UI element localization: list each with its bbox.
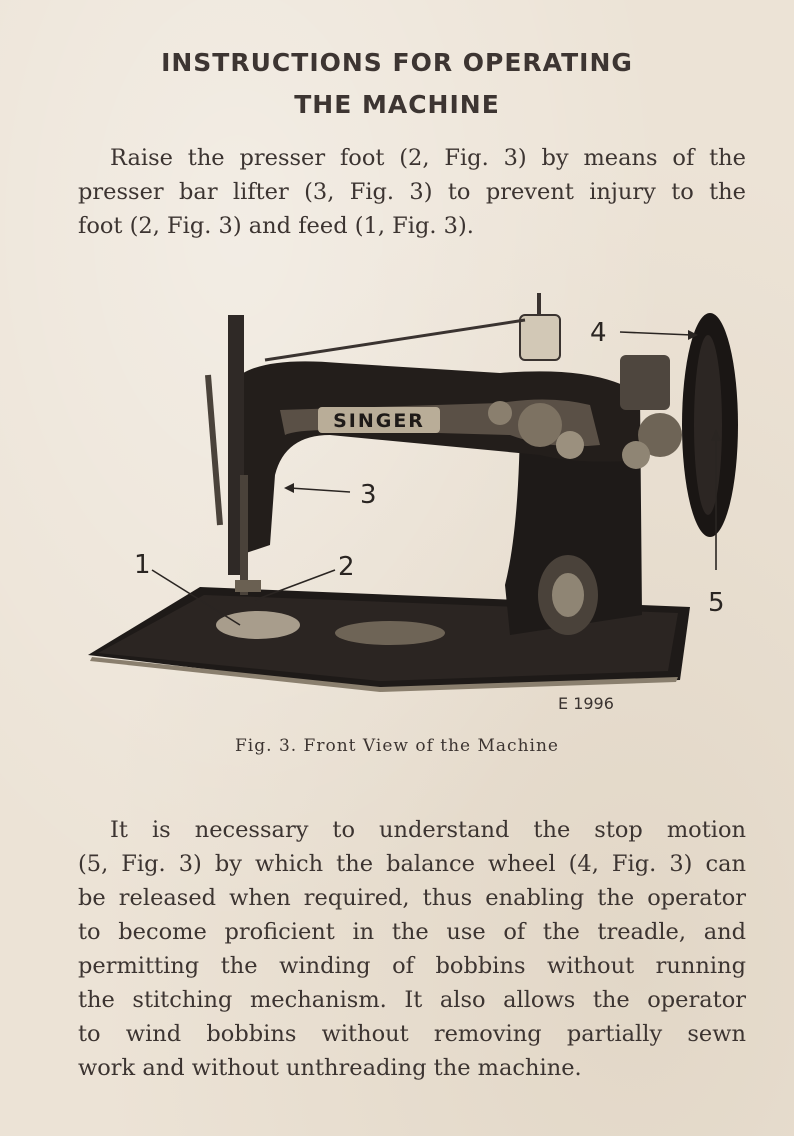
singer-brand-text: SINGER — [333, 410, 425, 432]
paragraph-line: to wind bobbins without removing partially sewn — [78, 1021, 746, 1047]
bed-center-decal — [335, 621, 445, 645]
thread — [265, 320, 525, 360]
stop-motion-knob — [622, 441, 650, 469]
heading-line-2: THE MACHINE — [294, 90, 500, 119]
paragraph-line: be released when required, thus enabling the operator — [78, 885, 746, 911]
pillar-medallion-center — [552, 573, 584, 617]
callout-label-1: 1 — [134, 550, 151, 580]
paragraph-line: foot (2, Fig. 3) and feed (1, Fig. 3). — [78, 213, 474, 239]
paragraph-stop-motion — [78, 813, 746, 1085]
arm-ornament — [556, 431, 584, 459]
callout-label-3: 3 — [360, 480, 377, 510]
callout-label-4: 4 — [590, 318, 607, 348]
callout-arrow-3 — [284, 483, 294, 493]
paragraph-line: (5, Fig. 3) by which the balance wheel (4, Fig. 3) can — [78, 851, 746, 877]
paragraph-line: Raise the presser foot (2, Fig. 3) by means of the — [110, 145, 746, 171]
figure-caption-text: Fig. 3. Front View of the Machine — [235, 736, 559, 756]
arm-ornament — [488, 401, 512, 425]
callout-line-4 — [620, 332, 692, 335]
paragraph-presser-foot — [78, 141, 746, 243]
callout-label-2: 2 — [338, 552, 355, 582]
needle-bar — [240, 475, 248, 595]
callout-line-3 — [290, 488, 350, 492]
needle-plate — [216, 611, 300, 639]
balance-wheel-inner — [694, 335, 722, 515]
paragraph-line: to become proficient in the use of the treadle, and — [78, 919, 746, 945]
paragraph-line: permitting the winding of bobbins without running — [78, 953, 746, 979]
paragraph-line: the stitching mechanism. It also allows the operator — [78, 987, 746, 1013]
bobbin-winder — [620, 355, 670, 410]
sewing-machine-illustration — [80, 285, 750, 715]
heading-line-1: INSTRUCTIONS FOR OPERATING — [161, 48, 633, 77]
engraving-mark: E 1996 — [558, 694, 614, 713]
paragraph-line: presser bar lifter (3, Fig. 3) to prevent injury to the — [78, 179, 746, 205]
presser-bar-lifter — [208, 375, 220, 525]
arm-ornament — [518, 403, 562, 447]
callout-label-5: 5 — [708, 588, 725, 618]
presser-foot — [235, 580, 261, 592]
figure-caption — [0, 736, 794, 756]
paragraph-line: work and without unthreading the machine. — [78, 1055, 582, 1081]
paragraph-line: It is necessary to understand the stop motion — [110, 817, 746, 843]
spool — [520, 315, 560, 360]
